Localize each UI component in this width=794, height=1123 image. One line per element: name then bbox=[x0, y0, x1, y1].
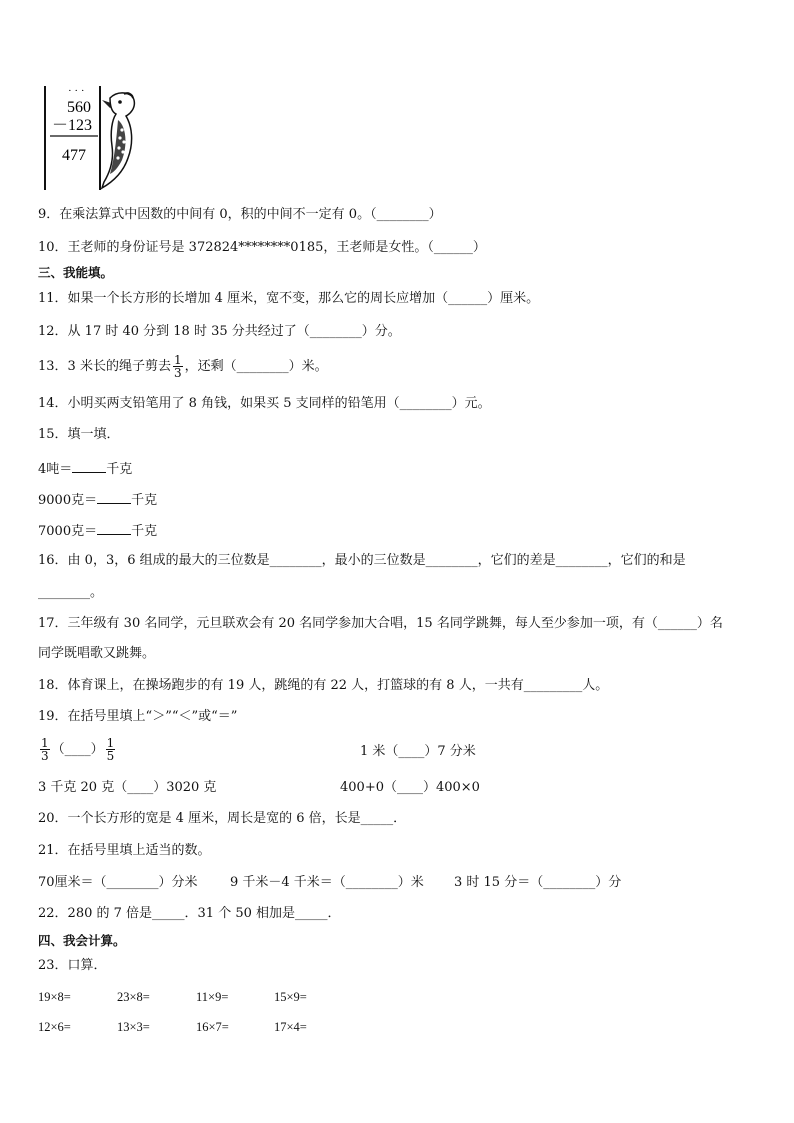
question-16-cont: ________。 bbox=[38, 585, 104, 600]
minuend: 560 bbox=[67, 99, 91, 116]
fraction-denominator: 3 bbox=[173, 366, 182, 380]
subtraction-figure bbox=[40, 86, 140, 196]
compare-blank: （____） bbox=[51, 742, 104, 757]
fraction-denominator: 5 bbox=[106, 749, 115, 763]
answer-blank bbox=[72, 458, 106, 473]
question-21-b: 9 千米－4 千米＝（________）米 bbox=[230, 875, 424, 890]
question-16: 16．由 0，3，6 组成的最大的三位数是________，最小的三位数是________，它们的差是________，它们的和是 bbox=[38, 553, 686, 568]
question-15-b bbox=[38, 489, 157, 510]
question-19-a bbox=[38, 732, 117, 768]
subtrahend: －123 bbox=[52, 117, 93, 134]
oral-calc-item: 12×6= bbox=[38, 1020, 71, 1034]
question-13-post: ，还剩（________）米。 bbox=[184, 359, 328, 374]
question-15-title: 15．填一填． bbox=[38, 427, 120, 442]
oral-calc-item: 17×4= bbox=[274, 1020, 307, 1034]
q15a-left: 4吨＝ bbox=[38, 462, 73, 477]
question-9: 9．在乘法算式中因数的中间有 0，积的中间不一定有 0。（________） bbox=[38, 207, 442, 222]
fraction-one-third bbox=[40, 737, 50, 762]
question-13 bbox=[38, 350, 328, 384]
question-15-c bbox=[38, 520, 157, 541]
question-20: 20．一个长方形的宽是 4 厘米，周长是宽的 6 倍，长是_____． bbox=[38, 811, 407, 826]
question-22: 22．280 的 7 倍是_____．31 个 50 相加是_____． bbox=[38, 906, 341, 921]
woodpecker-icon bbox=[102, 93, 134, 188]
question-13-pre: 13．3 米长的绳子剪去 bbox=[38, 359, 171, 374]
q15b-right: 千克 bbox=[131, 493, 158, 508]
question-17-line2: 同学既唱歌又跳舞。 bbox=[38, 646, 156, 661]
question-19-b: 1 米（____）7 分米 bbox=[360, 744, 476, 759]
question-15-a bbox=[38, 458, 132, 479]
oral-calc-item: 15×9= bbox=[274, 990, 307, 1004]
fraction-numerator: 1 bbox=[173, 353, 182, 367]
question-19-title: 19．在括号里填上“＞”“＜”或“＝” bbox=[38, 709, 238, 724]
q15c-right: 千克 bbox=[131, 524, 158, 539]
fraction-numerator: 1 bbox=[41, 736, 49, 750]
question-21-a: 70厘米＝（________）分米 bbox=[38, 875, 198, 890]
oral-calc-item: 16×7= bbox=[196, 1020, 229, 1034]
question-19-c: 3 千克 20 克（____）3020 克 bbox=[38, 780, 217, 795]
q15a-right: 千克 bbox=[106, 462, 133, 477]
question-10: 10．王老师的身份证号是 372824********0185，王老师是女性。（______） bbox=[38, 240, 486, 255]
answer-blank bbox=[97, 520, 131, 535]
fraction-denominator: 3 bbox=[41, 749, 49, 763]
fraction-numerator: 1 bbox=[106, 736, 115, 750]
section-4-heading: 四、我会计算。 bbox=[38, 933, 126, 948]
oral-calc-item: 13×3= bbox=[117, 1020, 150, 1034]
question-19-d: 400+0（____）400×0 bbox=[340, 780, 480, 795]
answer-blank bbox=[97, 489, 131, 504]
question-14: 14．小明买两支铅笔用了 8 角钱，如果买 5 支同样的铅笔用（________）元。 bbox=[38, 396, 491, 411]
result: 477 bbox=[62, 147, 86, 164]
section-3-heading: 三、我能填。 bbox=[38, 265, 114, 280]
question-17-line1: 17．三年级有 30 名同学，元旦联欢会有 20 名同学参加大合唱，15 名同学跳舞，每人至少参加一项，有（______）名 bbox=[38, 616, 723, 631]
question-11: 11．如果一个长方形的长增加 4 厘米，宽不变，那么它的周长应增加（______）厘米。 bbox=[38, 291, 540, 306]
q15b-left: 9000克＝ bbox=[38, 493, 98, 508]
oral-calc-item: 19×8= bbox=[38, 990, 71, 1004]
oral-calc-item: 11×9= bbox=[196, 990, 229, 1004]
question-12: 12．从 17 时 40 分到 18 时 35 分共经过了（________）分。 bbox=[38, 324, 401, 339]
question-23-title: 23．口算． bbox=[38, 958, 107, 973]
carry-dots: · · · bbox=[68, 86, 85, 97]
fraction-one-third bbox=[173, 354, 183, 379]
fraction-one-fifth bbox=[106, 737, 116, 762]
question-18: 18．体育课上，在操场跑步的有 19 人，跳绳的有 22 人，打篮球的有 8 人，一共有_________人。 bbox=[38, 678, 609, 693]
question-21-title: 21．在括号里填上适当的数。 bbox=[38, 843, 211, 858]
question-21-c: 3 时 15 分＝（________）分 bbox=[454, 875, 622, 890]
subtraction-drawing bbox=[40, 86, 140, 192]
oral-calc-item: 23×8= bbox=[117, 990, 150, 1004]
q15c-left: 7000克＝ bbox=[38, 524, 98, 539]
